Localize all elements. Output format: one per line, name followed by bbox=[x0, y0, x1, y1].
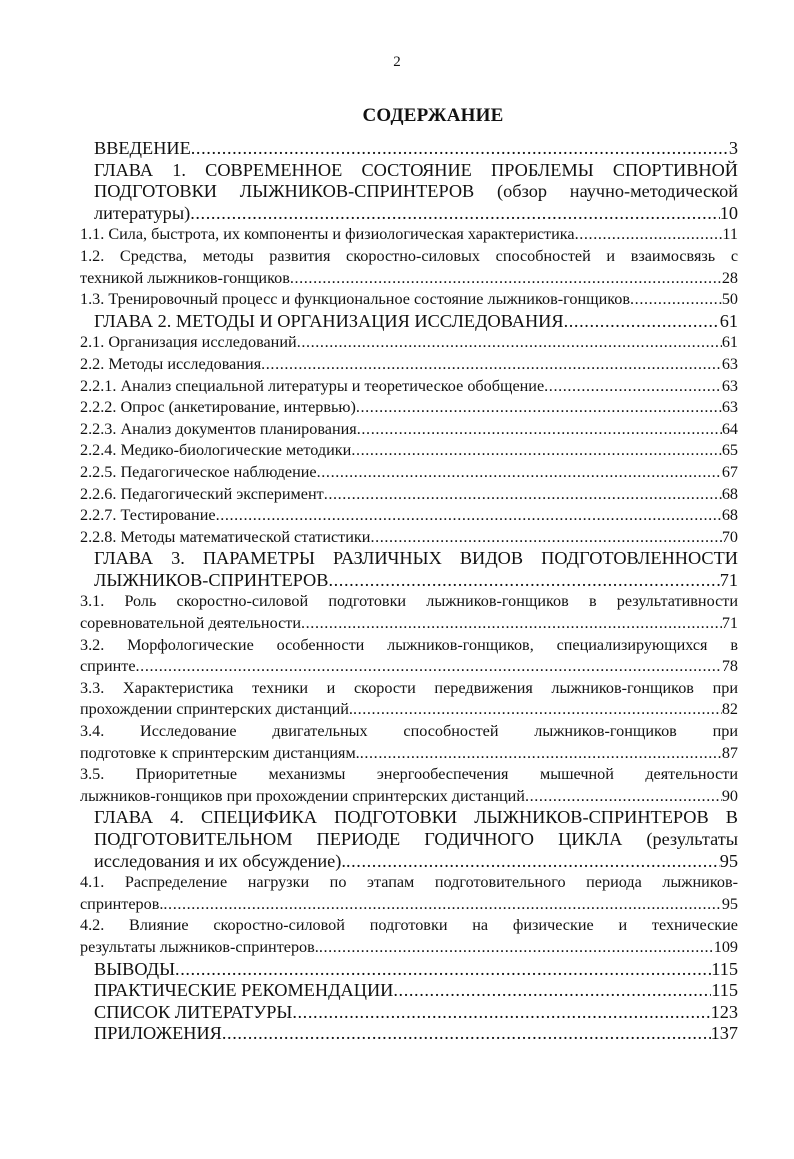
toc-entry bbox=[80, 332, 738, 354]
toc-entry-line bbox=[94, 1002, 738, 1024]
toc-entry-text: ВВЕДЕНИЕ bbox=[94, 138, 191, 158]
toc-entry-line bbox=[80, 591, 738, 613]
toc-entry bbox=[80, 1002, 738, 1024]
dot-leader bbox=[630, 289, 722, 311]
toc-entry bbox=[80, 289, 738, 311]
dot-leader bbox=[297, 332, 722, 354]
toc-page-number: 115 bbox=[711, 980, 738, 1001]
toc-entry-text: ПРИЛОЖЕНИЯ bbox=[94, 1023, 222, 1044]
dot-leader bbox=[360, 743, 722, 765]
toc-entry bbox=[80, 980, 738, 1002]
toc-page-number: 67 bbox=[721, 462, 738, 481]
toc-page-number: 71 bbox=[721, 614, 738, 633]
toc-entry-line bbox=[80, 246, 738, 268]
toc-entry-line bbox=[94, 980, 738, 1002]
toc-entry-line bbox=[80, 915, 738, 937]
toc-title: СОДЕРЖАНИЕ bbox=[362, 105, 504, 126]
toc-entry-line bbox=[80, 376, 738, 398]
toc-entry-line bbox=[94, 807, 738, 829]
toc-entry-line bbox=[80, 872, 738, 894]
dot-leader bbox=[191, 138, 729, 160]
toc-page-number: 115 bbox=[711, 958, 738, 979]
toc-entry-line bbox=[94, 311, 738, 333]
dot-leader bbox=[190, 203, 720, 225]
toc-entry-line bbox=[80, 743, 738, 765]
toc-entry-text: 1.2. Средства, методы развития скоростно-силовых способностей и взаимосвязь с bbox=[80, 246, 738, 265]
dot-leader bbox=[525, 786, 722, 808]
toc-entry bbox=[80, 872, 738, 915]
toc-entry-line bbox=[94, 138, 738, 160]
toc-entry-line bbox=[94, 851, 738, 873]
toc-entry-line bbox=[80, 505, 738, 527]
dot-leader bbox=[575, 224, 723, 246]
toc-entry bbox=[80, 635, 738, 678]
toc-entry-text: ЛЫЖНИКОВ-СПРИНТЕРОВ bbox=[94, 569, 329, 590]
toc-entry-text: СПИСОК ЛИТЕРАТУРЫ bbox=[94, 1001, 293, 1022]
dot-leader bbox=[351, 440, 721, 462]
toc-entry-text: лыжников-гонщиков при прохождении спринтерских дистанций bbox=[80, 786, 525, 805]
dot-leader bbox=[564, 311, 720, 333]
dot-leader bbox=[324, 484, 722, 506]
dot-leader bbox=[261, 354, 722, 376]
toc-page-number: 50 bbox=[721, 290, 738, 309]
toc-entry-text: ГЛАВА 4. СПЕЦИФИКА ПОДГОТОВКИ ЛЫЖНИКОВ-СПРИНТЕРОВ В bbox=[94, 807, 738, 828]
toc-entry-line bbox=[80, 397, 738, 419]
toc-entry-line bbox=[80, 527, 738, 549]
toc-entry-line bbox=[80, 354, 738, 376]
toc-entry-line bbox=[94, 181, 738, 203]
toc-entry-text: прохождении спринтерских дистанций. bbox=[80, 700, 353, 719]
toc-entry-line bbox=[80, 894, 738, 916]
dot-leader bbox=[290, 268, 722, 290]
toc-entry-text: 2.2.4. Медико-биологические методики bbox=[80, 441, 352, 460]
dot-leader bbox=[319, 937, 714, 959]
toc-entry-line bbox=[80, 332, 738, 354]
toc-entry-text: 2.2.6. Педагогический эксперимент bbox=[80, 484, 324, 503]
toc-entry-line bbox=[94, 548, 738, 570]
toc-entry-line bbox=[80, 656, 738, 678]
toc-page-number: 78 bbox=[721, 657, 738, 676]
toc-entry-text: 4.2. Влияние скоростно-силовой подготовки на физические и технические bbox=[80, 916, 738, 935]
toc-page-number: 28 bbox=[721, 268, 738, 287]
toc-entry-line bbox=[80, 699, 738, 721]
dot-leader bbox=[301, 613, 722, 635]
toc-entry bbox=[80, 764, 738, 807]
toc-entry-text: техникой лыжников-гонщиков bbox=[80, 268, 290, 287]
toc-entry bbox=[80, 397, 738, 419]
toc-entry-line bbox=[80, 462, 738, 484]
toc-entry-line bbox=[80, 224, 738, 246]
toc-entry-line bbox=[94, 959, 738, 981]
toc-page-number: 90 bbox=[721, 786, 738, 805]
toc-entry bbox=[80, 959, 738, 981]
dot-leader bbox=[328, 570, 719, 592]
toc-entry-text: 3.1. Роль скоростно-силовой подготовки лыжников-гонщиков в результативности bbox=[80, 592, 738, 611]
toc-entry-text: исследования и их обсуждение). bbox=[94, 850, 346, 871]
toc-entry-text: ГЛАВА 1. СОВРЕМЕННОЕ СОСТОЯНИЕ ПРОБЛЕМЫ СПОРТИВНОЙ bbox=[94, 159, 738, 180]
dot-leader bbox=[393, 980, 711, 1002]
toc-entry-text: ПОДГОТОВИТЕЛЬНОМ ПЕРИОДЕ ГОДИЧНОГО ЦИКЛА (результаты bbox=[94, 829, 738, 849]
dot-leader bbox=[370, 527, 721, 549]
toc-entry-text: 3.4. Исследование двигательных способностей лыжников-гонщиков при bbox=[80, 722, 738, 741]
toc-entry bbox=[80, 311, 738, 333]
toc-entry bbox=[80, 484, 738, 506]
toc-entry-line bbox=[80, 786, 738, 808]
page-number: 2 bbox=[393, 54, 401, 70]
toc-entry bbox=[80, 591, 738, 634]
toc-entry bbox=[80, 505, 738, 527]
toc-entry-line bbox=[80, 268, 738, 290]
toc-entry-line bbox=[94, 203, 738, 225]
toc-entry-line bbox=[94, 570, 738, 592]
toc-page-number: 82 bbox=[721, 700, 738, 719]
toc-entry-text: ПРАКТИЧЕСКИЕ РЕКОМЕНДАЦИИ bbox=[94, 980, 394, 1001]
toc-entry-text: 2.1. Организация исследований bbox=[80, 333, 297, 352]
toc-page-number: 61 bbox=[721, 333, 738, 352]
toc-entry-text: 1.1. Сила, быстрота, их компоненты и физиологическая характеристика bbox=[80, 225, 575, 244]
dot-leader bbox=[357, 419, 722, 441]
toc-entry-text: результаты лыжников-спринтеров. bbox=[80, 937, 319, 956]
toc-page-number: 64 bbox=[721, 419, 738, 438]
toc-entry bbox=[80, 419, 738, 441]
toc-entry-text: 4.1. Распределение нагрузки по этапам подготовительного периода лыжников- bbox=[80, 873, 738, 892]
toc-entry-text: 2.2.2. Опрос (анкетирование, интервью) bbox=[80, 398, 356, 417]
toc-entry-text: 2.2.7. Тестирование bbox=[80, 506, 216, 525]
toc-entry-line bbox=[80, 613, 738, 635]
toc-entry bbox=[80, 160, 738, 225]
toc-page-number: 87 bbox=[721, 743, 738, 762]
toc-entry-line bbox=[80, 721, 738, 743]
toc-entry bbox=[80, 440, 738, 462]
toc-entry-line bbox=[80, 289, 738, 311]
toc-page-number: 123 bbox=[710, 1001, 738, 1022]
toc-page-number: 137 bbox=[710, 1023, 738, 1044]
dot-leader bbox=[544, 376, 722, 398]
dot-leader bbox=[292, 1002, 710, 1024]
toc-entry-text: 3.3. Характеристика техники и скорости передвижения лыжников-гонщиков при bbox=[80, 678, 738, 697]
dot-leader bbox=[346, 851, 720, 873]
toc-entry-line bbox=[80, 764, 738, 786]
toc-entry bbox=[80, 915, 738, 958]
dot-leader bbox=[317, 462, 722, 484]
toc-entry-text: соревновательной деятельности bbox=[80, 614, 302, 633]
toc-entry bbox=[80, 376, 738, 398]
toc-entry-text: ГЛАВА 2. МЕТОДЫ И ОРГАНИЗАЦИЯ ИССЛЕДОВАНИЯ bbox=[94, 310, 564, 331]
toc-page-number: 95 bbox=[721, 894, 738, 913]
toc-entry bbox=[80, 1023, 738, 1045]
toc-page-number: 109 bbox=[713, 937, 738, 956]
toc-entry-line bbox=[94, 829, 738, 851]
toc-entry-line bbox=[80, 419, 738, 441]
toc-entry bbox=[80, 246, 738, 289]
toc-entry-line bbox=[80, 678, 738, 700]
toc-entry-text: ГЛАВА 3. ПАРАМЕТРЫ РАЗЛИЧНЫХ ВИДОВ ПОДГОТОВЛЕННОСТИ bbox=[94, 548, 738, 569]
toc-entry-text: подготовке к спринтерским дистанциям. bbox=[80, 743, 360, 762]
toc-entry-text: 2.2.1. Анализ специальной литературы и теоретическое обобщение bbox=[80, 376, 545, 395]
toc-entry-text: 1.3. Тренировочный процесс и функциональное состояние лыжников-гонщиков bbox=[80, 290, 631, 309]
toc-page-number: 61 bbox=[719, 310, 738, 331]
toc-entry bbox=[80, 548, 738, 591]
toc-entry-text: спринте bbox=[80, 657, 136, 676]
dot-leader bbox=[353, 699, 722, 721]
table-of-contents bbox=[80, 138, 738, 1045]
toc-entry-line bbox=[94, 1023, 738, 1045]
toc-page-number: 95 bbox=[719, 850, 738, 871]
toc-page-number: 11 bbox=[722, 225, 738, 244]
toc-page-number: 70 bbox=[721, 527, 738, 546]
toc-page-number: 63 bbox=[721, 376, 738, 395]
toc-entry-line bbox=[80, 440, 738, 462]
toc-entry bbox=[80, 224, 738, 246]
toc-entry-text: спринтеров. bbox=[80, 894, 164, 913]
toc-entry-text: 3.2. Морфологические особенности лыжников-гонщиков, специализирующихся в bbox=[80, 635, 738, 654]
toc-page-number: 63 bbox=[721, 354, 738, 373]
toc-entry-text: 2.2.3. Анализ документов планирования bbox=[80, 419, 357, 438]
toc-entry-text: литературы) bbox=[94, 202, 191, 223]
toc-entry bbox=[80, 354, 738, 376]
toc-page-number: 68 bbox=[721, 506, 738, 525]
toc-entry-line bbox=[94, 160, 738, 182]
toc-entry-text: 2.2.5. Педагогическое наблюдение bbox=[80, 462, 317, 481]
toc-page-number: 3 bbox=[728, 138, 738, 158]
toc-page-number: 63 bbox=[721, 398, 738, 417]
dot-leader bbox=[216, 505, 722, 527]
dot-leader bbox=[175, 959, 711, 981]
toc-entry-text: 3.5. Приоритетные механизмы энергообеспечения мышечной деятельности bbox=[80, 765, 738, 784]
toc-entry bbox=[80, 527, 738, 549]
toc-entry-text: ПОДГОТОВКИ ЛЫЖНИКОВ-СПРИНТЕРОВ (обзор научно-методической bbox=[94, 181, 738, 202]
toc-entry-text: 2.2. Методы исследования bbox=[80, 354, 262, 373]
toc-entry-line bbox=[80, 484, 738, 506]
toc-page-number: 65 bbox=[721, 441, 738, 460]
toc-entry bbox=[80, 678, 738, 721]
toc-entry-text: 2.2.8. Методы математической статистики bbox=[80, 527, 371, 546]
toc-entry bbox=[80, 462, 738, 484]
dot-leader bbox=[136, 656, 722, 678]
toc-page-number: 68 bbox=[721, 484, 738, 503]
toc-entry bbox=[80, 807, 738, 872]
dot-leader bbox=[222, 1023, 711, 1045]
toc-page-number: 71 bbox=[719, 569, 738, 590]
dot-leader bbox=[163, 894, 721, 916]
toc-entry-line bbox=[80, 937, 738, 959]
toc-page-number: 10 bbox=[719, 202, 738, 223]
toc-entry-line bbox=[80, 635, 738, 657]
toc-entry-text: ВЫВОДЫ bbox=[94, 958, 176, 979]
dot-leader bbox=[356, 397, 722, 419]
toc-entry bbox=[80, 721, 738, 764]
toc-entry bbox=[80, 138, 738, 160]
